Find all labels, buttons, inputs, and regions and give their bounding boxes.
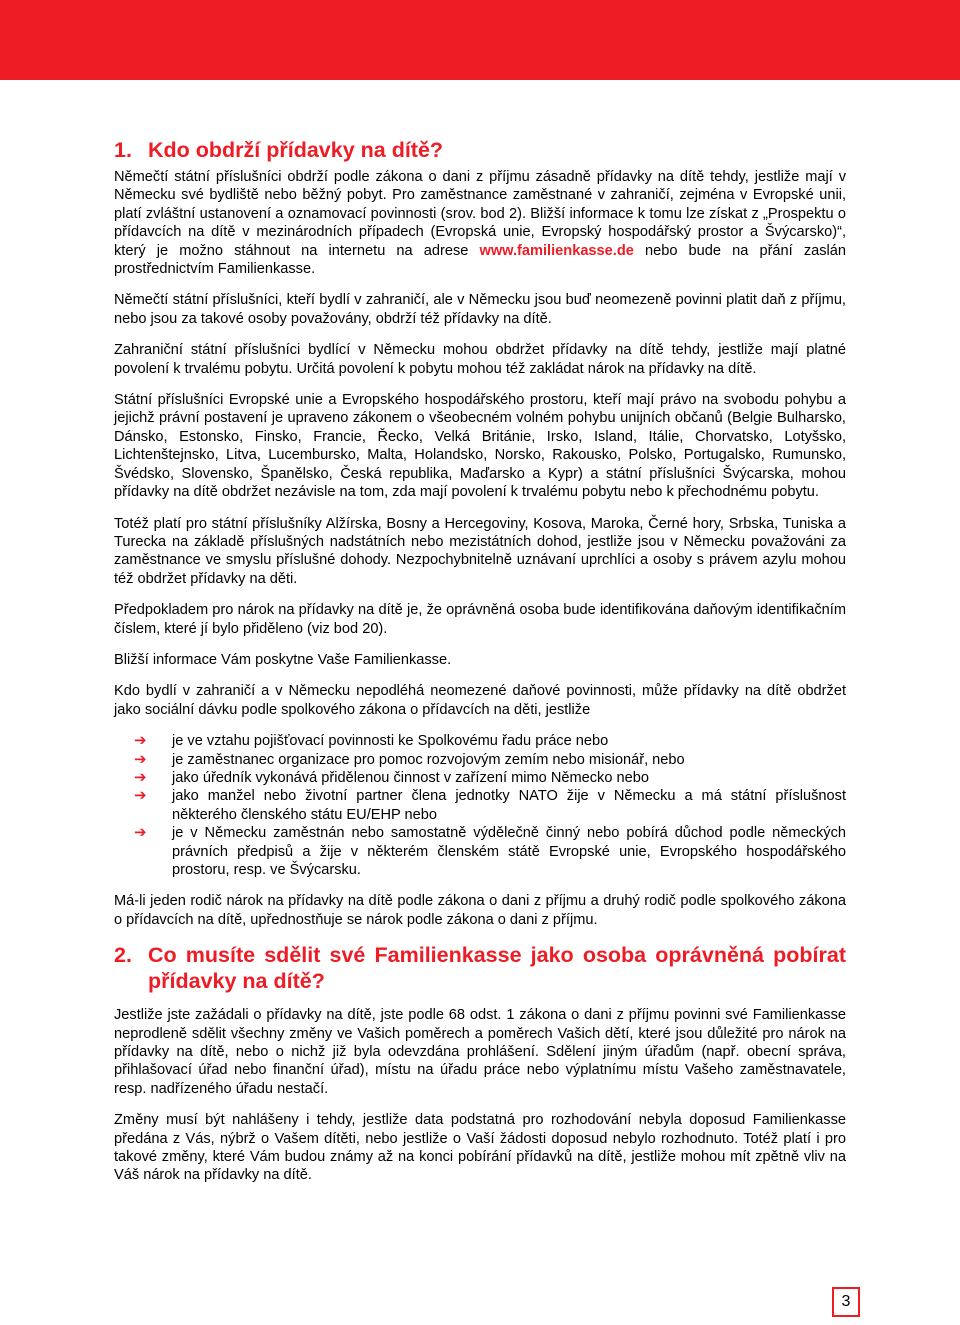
paragraph-3: Zahraniční státní příslušníci bydlící v Německu mohou obdržet přídavky na dítě tehdy, jestliže mají platné povolení k trvalému pobytu. Určitá povolení k pobytu mohou též zakládat nárok na přídavky na dítě. xyxy=(114,342,846,377)
list-item-text: jako manžel nebo životní partner člena jednotky NATO žije v Německu a má státní příslušnost některého členského státu EU/EHP nebo xyxy=(172,788,846,823)
paragraph-1-text: Němečtí státní příslušníci obdrží podle zákona o dani z příjmu zásadně přídavky na dítě tehdy, jestliže mají v Německu své bydliště nebo běžný pobyt. Pro zaměstnance zaměstnané v zahraničí, zejména v Evropské unii, platí zvláštní ustanovení a oznamovací povinnosti (srov. bod 2). Bližší informace k tomu lze získat z „Prospektu o přídavcích na dítě v mezinárodních případech (Evropská unie, Evropský hospodářský prostor a Švýcarsko)“, který je možno stáhnout na internetu na adrese xyxy=(114,169,846,259)
section-2-paragraph-2: Změny musí být nahlášeny i tehdy, jestliže data podstatná pro rozhodování nebyla doposud Familienkasse předána z Vás, nýbrž o Vašem dítěti, nebo jestliže o Vaší žádosti doposud nebylo rozhodnuto. Totéž platí i pro takové změny, které Vám budou známy až na konci pobírání přídavků na dítě, jestliže mohou mít zpětně vliv na Váš nárok na přídavky na dítě. xyxy=(114,1112,846,1184)
section-2-heading xyxy=(114,942,846,994)
paragraph-6: Předpokladem pro nárok na přídavky na dítě je, že oprávněná osoba bude identifikována daňovým identifikačním číslem, které jí bylo přiděleno (viz bod 20). xyxy=(114,602,846,637)
paragraph-4: Státní příslušníci Evropské unie a Evropského hospodářského prostoru, kteří mají právo na svobodu pohybu a jejichž právní postavení je upraveno zákonem o všeobecném volném pohybu unijních občanů (Belgie Bulharsko, Dánsko, Estonsko, Finsko, Francie, Řecko, Velká Británie, Irsko, Island, Itálie, Chorvatsko, Lotyšsko, Lichtenštejnsko, Litva, Lucembursko, Malta, Holandsko, Norsko, Rakousko, Polsko, Portugalsko, Rumunsko, Švédsko, Slovensko, Španělsko, Česká republika, Maďarsko a Kypr) a státní příslušníci Švýcarska, mohou přídavky na dítě obdržet nezávisle na tom, zda mají povolení k trvalému pobytu nebo k přechodnému pobytu. xyxy=(114,392,846,501)
paragraph-9: Má-li jeden rodič nárok na přídavky na dítě podle zákona o dani z příjmu a druhý rodič podle spolkového zákona o přídavcích na dítě, upřednostňuje se nárok podle zákona o dani z příjmu. xyxy=(114,893,846,928)
list-item xyxy=(114,751,846,769)
arrow-icon: ➔ xyxy=(134,732,147,750)
section-1-number: 1. xyxy=(114,138,132,162)
list-item-text: jako úředník vykonává přidělenou činnost v zařízení mimo Německo nebo xyxy=(172,769,649,786)
top-header-bar xyxy=(0,0,960,80)
arrow-icon: ➔ xyxy=(134,787,147,805)
arrow-icon: ➔ xyxy=(134,750,147,768)
arrow-icon: ➔ xyxy=(134,768,147,786)
arrow-icon: ➔ xyxy=(134,824,147,842)
list-item xyxy=(114,824,846,879)
paragraph-5: Totéž platí pro státní příslušníky Alžírska, Bosny a Hercegoviny, Kosova, Maroka, Černé hory, Srbska, Tuniska a Turecka na základě příslušných nadstátních nebo mezistátních dohod, jestliže jsou v Německu považováni za zaměstnance ve smyslu příslušné dohody. Nezpochybnitelně uznávaní uprchlíci a osoby s právem azylu mohou též obdržet přídavky na děti. xyxy=(114,515,846,587)
link-part-2: de xyxy=(616,242,634,259)
list-item-text: je v Německu zaměstnán nebo samostatně výdělečně činný nebo pobírá důchod podle německých právních předpisů a žije v některém členském státě Evropské unie, Evropského hospodářského prostoru, resp. ve Švýcarsku. xyxy=(172,825,846,878)
section-2-number: 2. xyxy=(114,943,132,968)
section-2-title: Co musíte sdělit své Familienkasse jako osoba oprávněná pobírat přídavky na dítě? xyxy=(148,943,846,994)
familienkasse-link[interactable] xyxy=(479,243,633,259)
list-item xyxy=(114,732,846,750)
list-item-text: je zaměstnanec organizace pro pomoc rozvojovým zemím nebo misionář, nebo xyxy=(172,751,685,768)
list-item-text: je ve vztahu pojišťovací povinnosti ke Spolkovému řadu práce nebo xyxy=(172,733,609,750)
paragraph-1 xyxy=(114,168,846,278)
paragraph-2: Němečtí státní příslušníci, kteří bydlí v zahraničí, ale v Německu jsou buď neomezeně povinni platit daň z příjmu, nebo jsou za takové osoby považovány, obdrží též přídavky na dítě. xyxy=(114,292,846,327)
conditions-list xyxy=(114,732,846,879)
page-content xyxy=(114,136,846,1198)
paragraph-7: Bližší informace Vám poskytne Vaše Familienkasse. xyxy=(114,651,452,668)
page-number: 3 xyxy=(832,1287,860,1317)
paragraph-1-tail: nebo bude na přání zaslán prostřednictvím Familienkasse. xyxy=(114,242,847,278)
list-item xyxy=(114,769,846,787)
list-item xyxy=(114,787,846,824)
paragraph-8: Kdo bydlí v zahraničí a v Německu nepodléhá neomezené daňové povinnosti, může přídavky na dítě obdržet jako sociální dávku podle spolkového zákona o přídavcích na děti, jestliže xyxy=(114,683,846,718)
section-2-paragraph-1: Jestliže jste zažádali o přídavky na dítě, jste podle 68 odst. 1 zákona o dani z příjmu povinni své Familienkasse neprodleně sdělit všechny změny ve Vašich poměrech a poměrech Vašich dětí, které jsou důležité pro nárok na přídavky na dítě, nebo o nichž již byla odevzdána prohlášení. Sdělení jiným úřadům (např. obecní správa, přihlašovací úřad nebo finanční úřad), místu na úřadu práce nebo výplatnímu místu Vašeho zaměstnavatele, resp. nadřízeného úřadu nestačí. xyxy=(114,1007,846,1097)
section-1-heading xyxy=(114,136,846,164)
section-1-title: Kdo obdrží přídavky na dítě? xyxy=(148,138,444,162)
link-part-1: www.familienkasse. xyxy=(479,242,617,259)
